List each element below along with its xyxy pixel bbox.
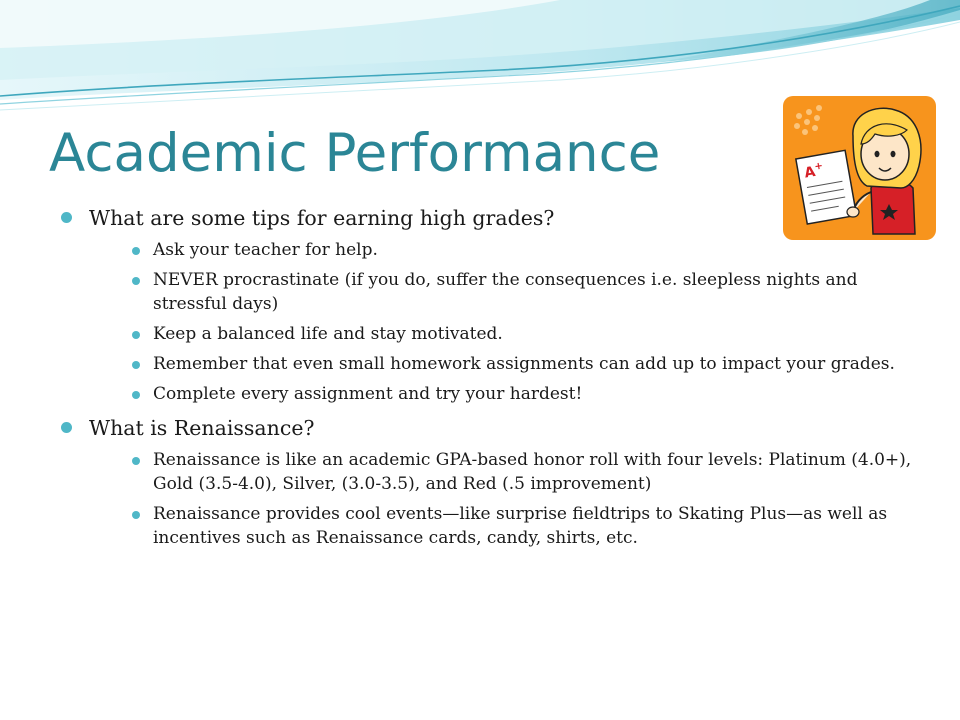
section-tips — [60, 202, 920, 406]
list-item: Keep a balanced life and stay motivated. — [89, 322, 914, 346]
sub-bullet-list — [89, 448, 920, 550]
bullet-dot-icon — [132, 511, 140, 519]
svg-text:+: + — [813, 160, 824, 173]
svg-text:A: A — [803, 163, 817, 182]
bullet-dot-icon — [132, 361, 140, 369]
bullet-dot-icon — [132, 247, 140, 255]
bullet-dot-icon — [132, 391, 140, 399]
bullet-list — [60, 202, 920, 550]
list-item: Remember that even small homework assignments can add up to impact your grades. — [89, 352, 914, 376]
bullet-dot-icon — [132, 331, 140, 339]
section-heading: What are some tips for earning high grades? — [89, 206, 555, 230]
bullet-dot-icon — [132, 277, 140, 285]
bullet-dot-icon — [61, 422, 72, 433]
slide-body — [60, 202, 920, 556]
list-item: NEVER procrastinate (if you do, suffer the consequences i.e. sleepless nights and stressful days) — [89, 268, 914, 316]
list-item: Complete every assignment and try your hardest! — [89, 382, 914, 406]
slide-title: Academic Performance — [49, 123, 661, 184]
list-item: Renaissance is like an academic GPA-based honor roll with four levels: Platinum (4.0+), Gold (3.5-4.0), Silver, (3.0-3.5), and Red (.5 improvement) — [89, 448, 914, 496]
bullet-dot-icon — [132, 457, 140, 465]
list-item: Ask your teacher for help. — [89, 238, 914, 262]
section-renaissance — [60, 412, 920, 550]
list-item: Renaissance provides cool events—like surprise fieldtrips to Skating Plus—as well as incentives such as Renaissance cards, candy, shirts, etc. — [89, 502, 914, 550]
section-heading: What is Renaissance? — [89, 416, 315, 440]
bullet-dot-icon — [61, 212, 72, 223]
sub-bullet-list — [89, 238, 920, 406]
